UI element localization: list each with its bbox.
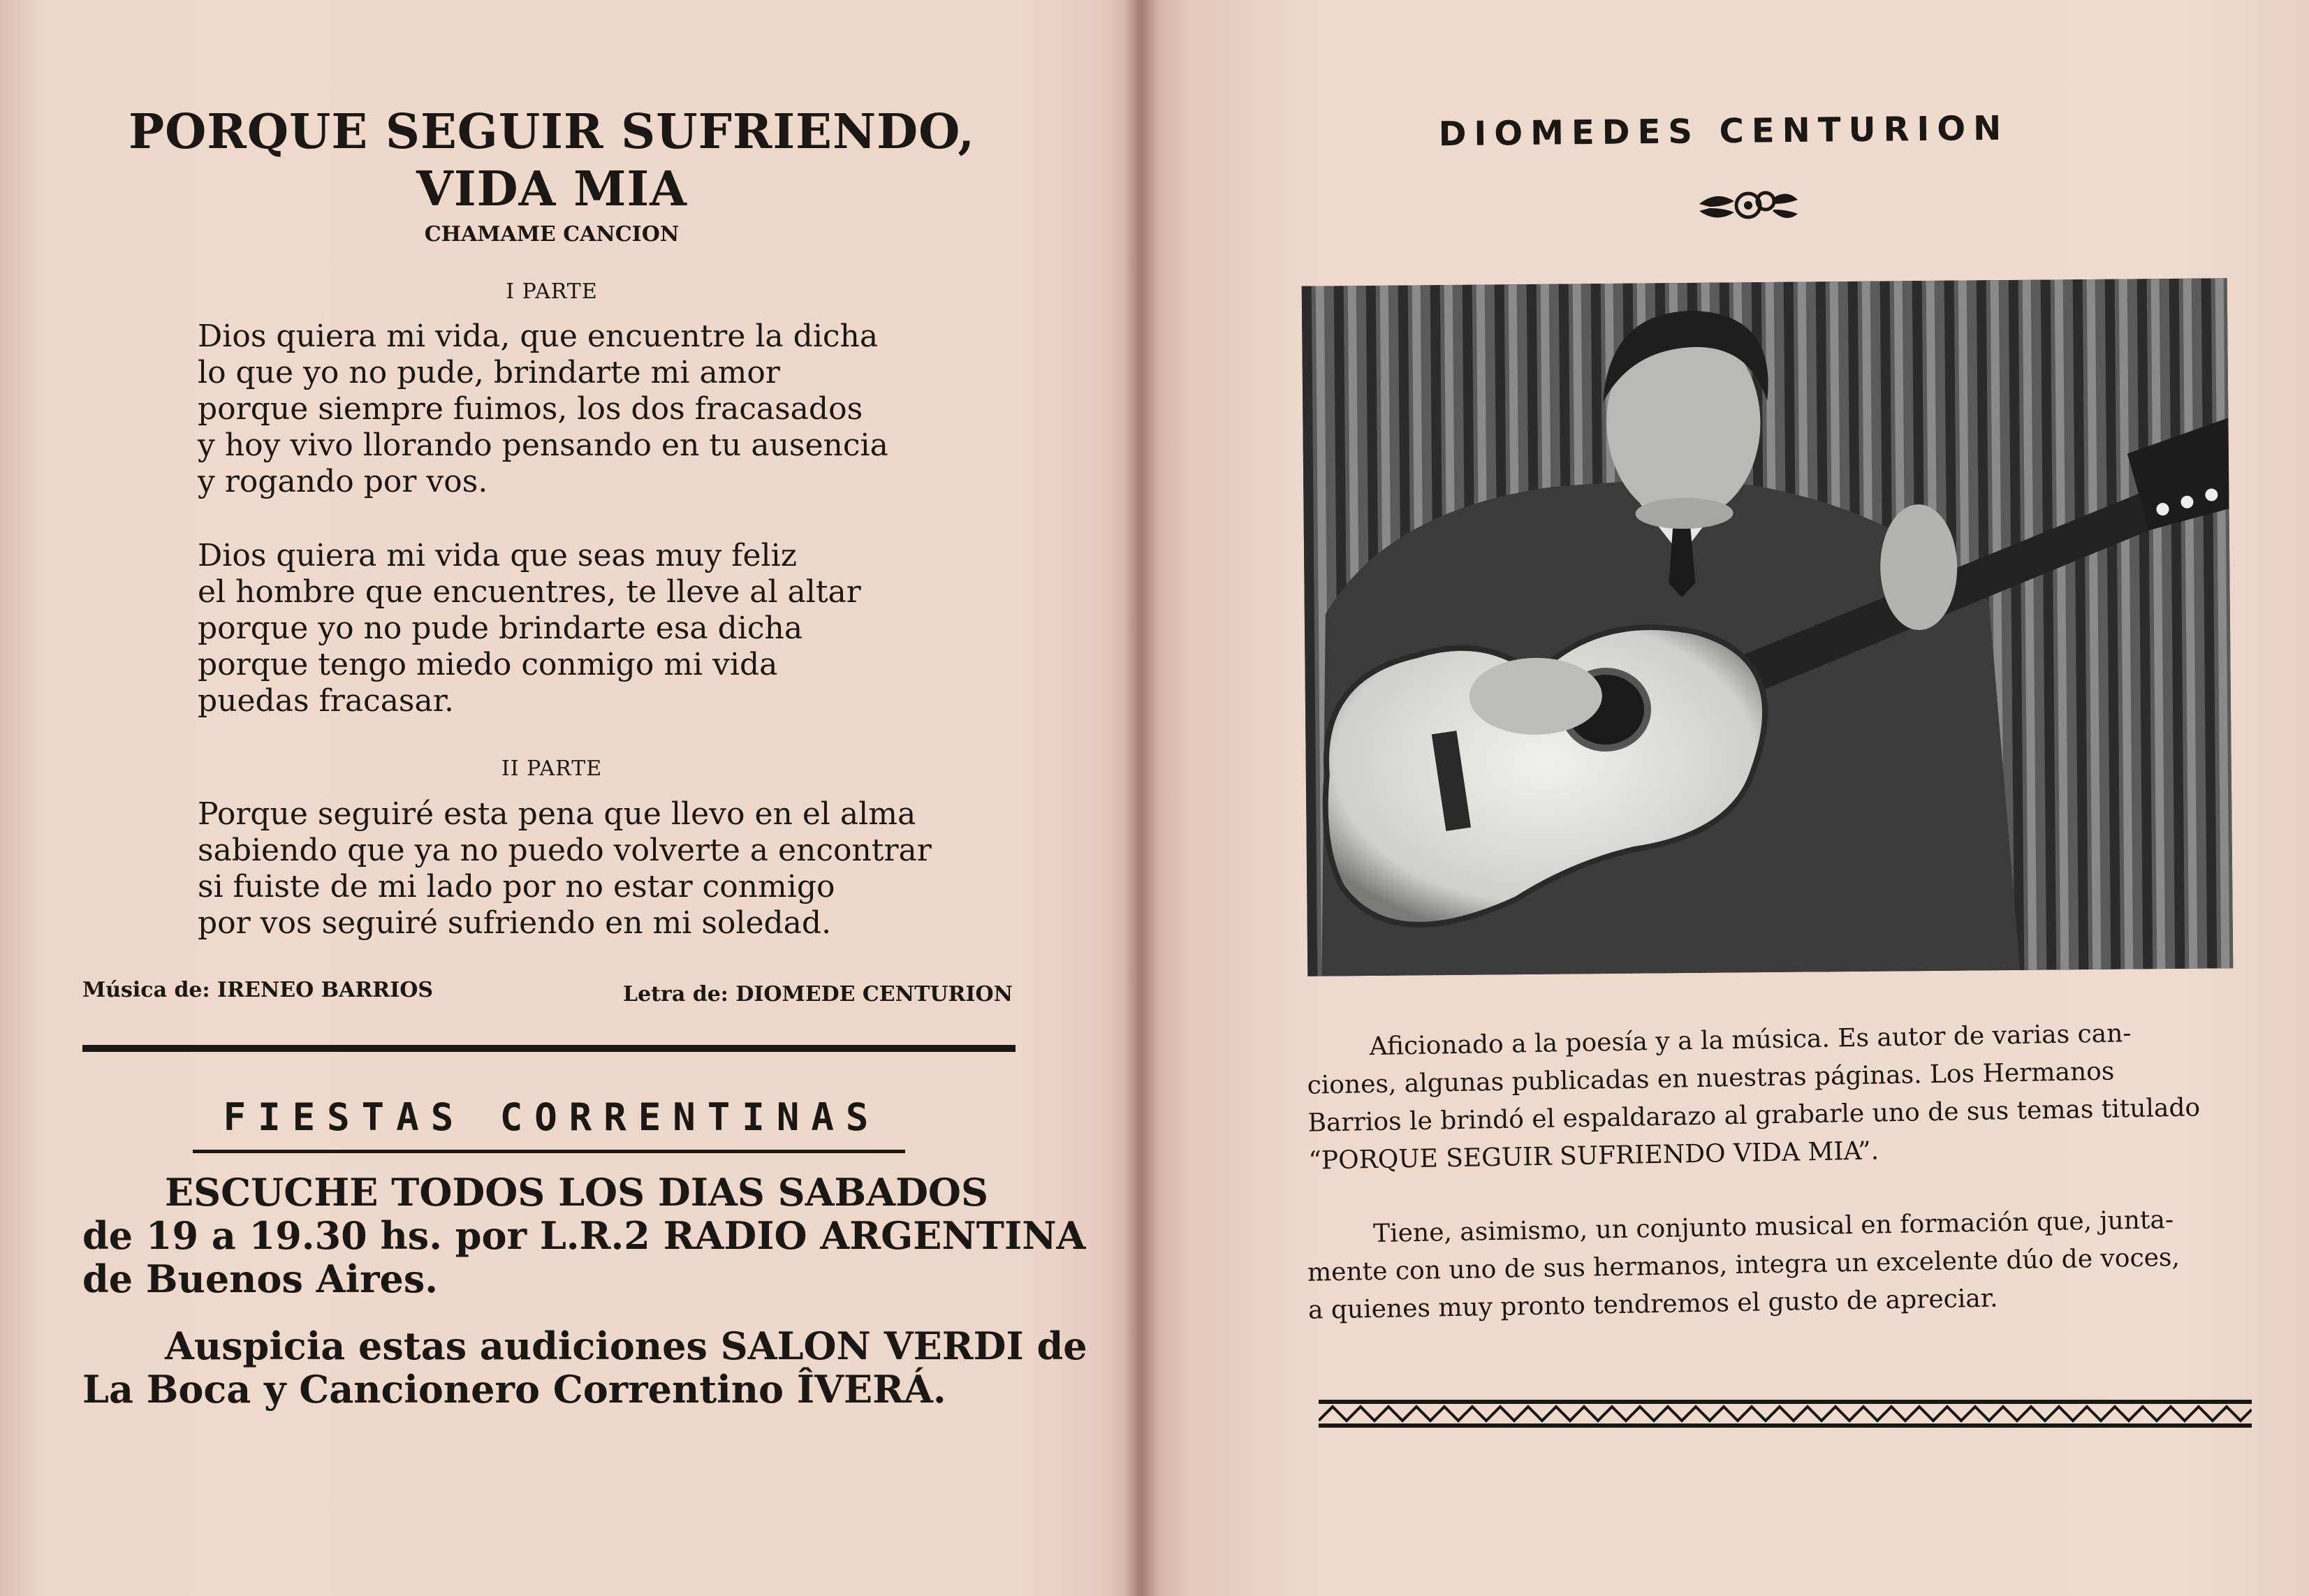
decorative-border-band xyxy=(1319,1387,2252,1437)
music-credit xyxy=(82,978,433,1002)
bio-line: mente con uno de sus hermanos, integra un excelente dúo de voces, xyxy=(1307,1243,2180,1287)
heading-underline xyxy=(193,1150,905,1153)
verse-line: porque siempre fuimos, los dos fracasados xyxy=(198,391,863,427)
author-name: DIOMEDES CENTURION xyxy=(1438,108,2009,154)
verse-3 xyxy=(198,796,938,942)
announcement-line: de Buenos Aires. xyxy=(82,1257,439,1301)
lyrics-credit-label: Letra de: xyxy=(623,982,728,1006)
bio-line: Aficionado a la poesía y a la música. Es autor de varias can- xyxy=(1369,1019,2132,1062)
photo-illustration xyxy=(1302,278,2234,976)
music-credit-name: IRENEO BARRIOS xyxy=(217,978,434,1002)
song-subtitle: CHAMAME CANCION xyxy=(424,222,680,247)
bio-line: “PORQUE SEGUIR SUFRIENDO VIDA MIA”. xyxy=(1308,1136,1879,1176)
verse-line: y rogando por vos. xyxy=(198,464,488,499)
song-title-line-2: VIDA MIA xyxy=(416,161,687,217)
verse-line: Porque seguiré esta pena que llevo en el alma xyxy=(198,796,916,832)
announcement-paragraph-1 xyxy=(82,1170,1086,1301)
bio-paragraph-1 xyxy=(1306,1013,2245,1180)
announcement-line: Auspicia estas audiciones SALON VERDI de xyxy=(165,1324,1087,1368)
verse-line: y hoy vivo llorando pensando en tu ausencia xyxy=(198,427,888,463)
announcement-paragraph-2 xyxy=(82,1324,1087,1412)
verse-line: Dios quiera mi vida, que encuentre la dicha xyxy=(198,319,879,354)
guitarist-photo xyxy=(1302,278,2234,976)
music-credit-label: Música de: xyxy=(82,978,210,1002)
song-title-line-1: PORQUE SEGUIR SUFRIENDO, xyxy=(128,104,976,160)
lyrics-credit xyxy=(623,982,1013,1006)
announcement-line: La Boca y Cancionero Correntino ÎVERÁ. xyxy=(82,1367,946,1412)
bio-line: Tiene, asimismo, un conjunto musical en formación que, junta- xyxy=(1372,1206,2174,1249)
verse-line: por vos seguiré sufriendo en mi soledad. xyxy=(198,905,832,941)
bio-paragraph-2 xyxy=(1307,1200,2245,1329)
part-1-label: I PARTE xyxy=(506,279,598,304)
floral-ornament-icon xyxy=(1696,183,1801,232)
verse-line: si fuiste de mi lado por no estar conmigo xyxy=(198,869,835,905)
announcement-line: de 19 a 19.30 hs. por L.R.2 RADIO ARGENTINA xyxy=(82,1213,1086,1258)
section-divider xyxy=(82,1045,1016,1052)
bio-line: a quienes muy pronto tendremos el gusto de apreciar. xyxy=(1307,1284,1998,1325)
bio-line: ciones, algunas publicadas en nuestras páginas. Los Hermanos xyxy=(1307,1057,2115,1100)
verse-line: porque tengo miedo conmigo mi vida xyxy=(198,647,778,682)
announcement-heading: FIESTAS CORRENTINAS xyxy=(223,1095,881,1139)
verse-1 xyxy=(198,319,938,500)
lyrics-credit-name: DIOMEDE CENTURION xyxy=(735,982,1013,1006)
bio-line: Barrios le brindó el espaldarazo al grabarle uno de sus temas titulado xyxy=(1307,1093,2201,1138)
part-2-label: II PARTE xyxy=(501,756,603,781)
song-title xyxy=(84,103,1020,218)
verse-line: porque yo no pude brindarte esa dicha xyxy=(198,610,803,646)
verse-line: el hombre que encuentres, te lleve al altar xyxy=(198,574,861,610)
announcement-line: ESCUCHE TODOS LOS DIAS SABADOS xyxy=(165,1170,988,1215)
book-gutter xyxy=(1123,0,1158,1596)
verse-line: sabiendo que ya no puedo volverte a encontrar xyxy=(198,833,932,868)
verse-line: lo que yo no pude, brindarte mi amor xyxy=(198,355,780,390)
verse-2 xyxy=(198,538,938,719)
verse-line: Dios quiera mi vida que seas muy feliz xyxy=(198,538,797,573)
verse-line: puedas fracasar. xyxy=(198,683,454,719)
